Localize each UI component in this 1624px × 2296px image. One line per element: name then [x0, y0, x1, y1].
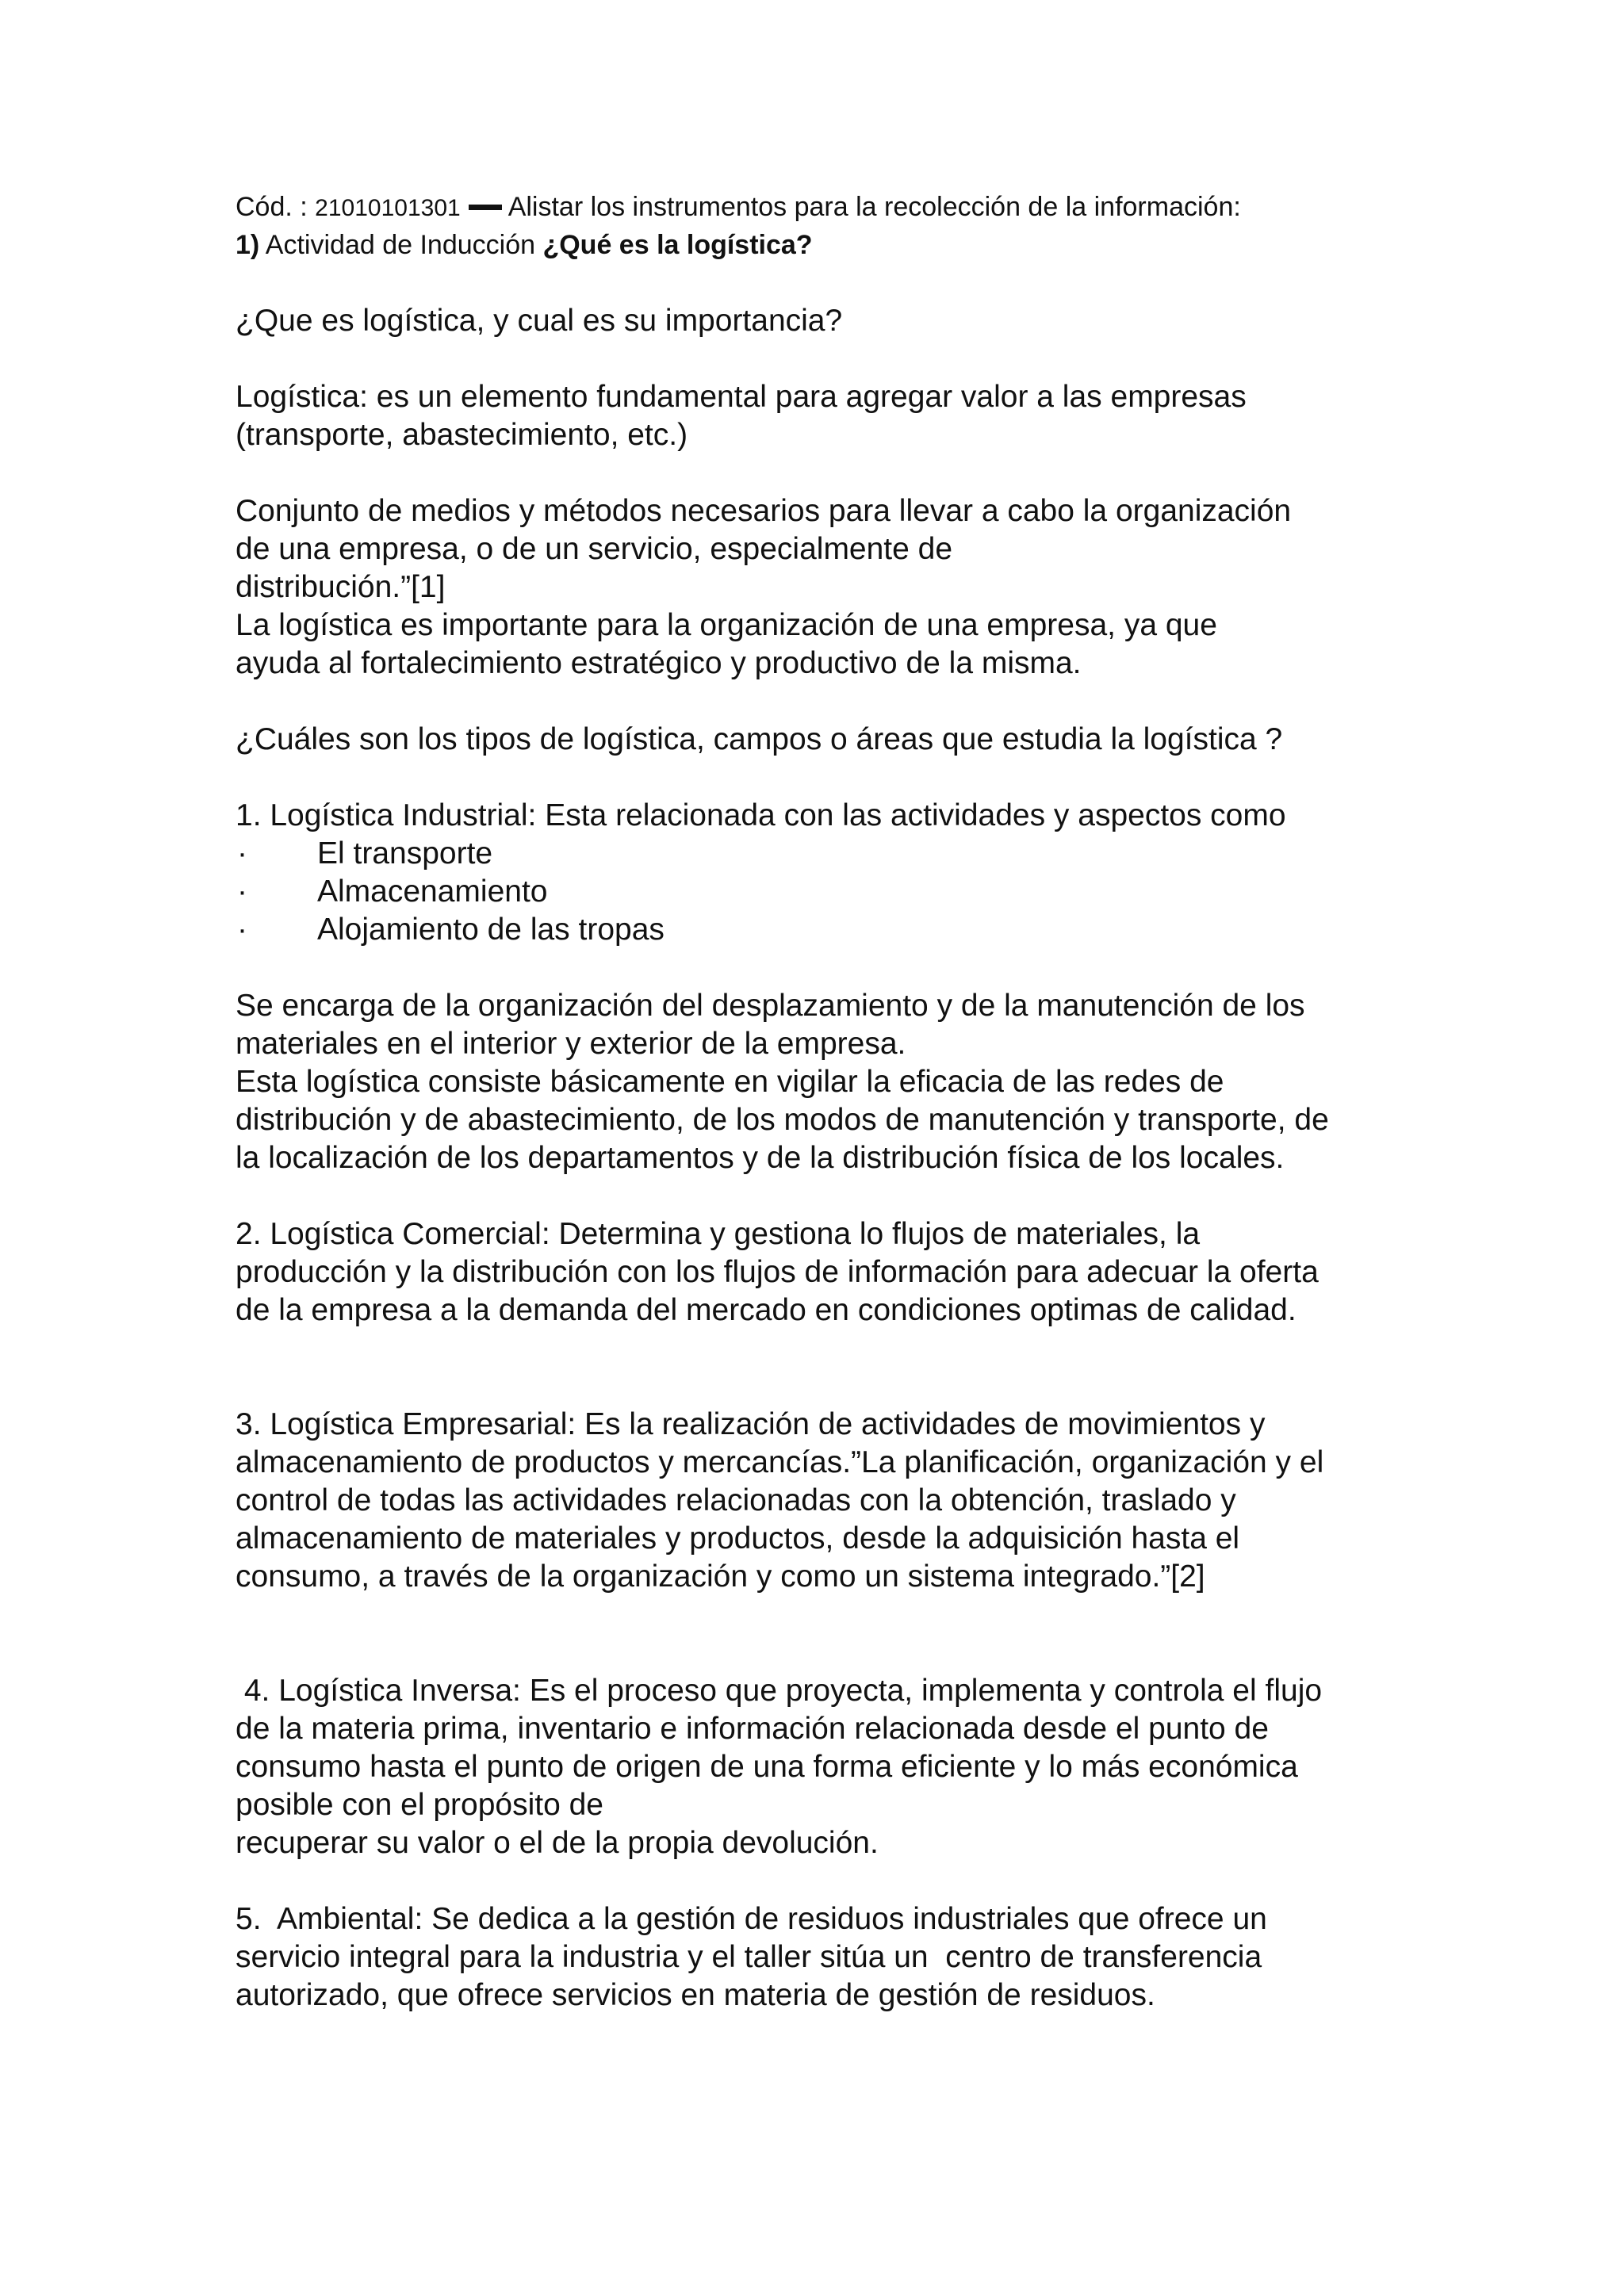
definition-2-line: de una empresa, o de un servicio, especialmente de	[236, 532, 953, 566]
dash-separator	[469, 205, 502, 210]
document-header	[236, 189, 1425, 264]
type-4-line: 4. Logística Inversa: Es el proceso que proyecta, implementa y controla el flujo	[236, 1674, 1323, 1708]
bullet-mark: ·	[237, 874, 247, 909]
type-4-line: recuperar su valor o el de la propia devolución.	[236, 1826, 879, 1860]
code-label: Cód. :	[236, 192, 316, 222]
question-1: ¿Que es logística, y cual es su importancia?	[236, 304, 843, 338]
activity-label: Actividad de Inducción	[259, 230, 543, 260]
list-item	[236, 835, 1425, 873]
definition-2-line: ayuda al fortalecimiento estratégico y productivo de la misma.	[236, 646, 1082, 680]
bullet-text: Almacenamiento	[317, 874, 548, 909]
type-2-line: producción y la distribución con los flujos de información para adecuar la oferta	[236, 1255, 1319, 1289]
bullet-mark: ·	[237, 913, 247, 947]
header-title: Alistar los instrumentos para la recolección de la información:	[508, 192, 1241, 222]
type-2-line: 2. Logística Comercial: Determina y gestiona lo flujos de materiales, la	[236, 1217, 1201, 1251]
type-3-paragraph	[236, 1406, 1425, 1596]
type-5-line: autorizado, que ofrece servicios en materia de gestión de residuos.	[236, 1978, 1155, 2012]
type-1-line: materiales en el interior y exterior de la empresa.	[236, 1027, 906, 1061]
definition-2-line: Conjunto de medios y métodos necesarios para llevar a cabo la organización	[236, 494, 1292, 528]
activity-question: ¿Qué es la logística?	[542, 230, 813, 260]
type-1-line: distribución y de abastecimiento, de los modos de manutención y transporte, de	[236, 1103, 1329, 1137]
bullet-text: Alojamiento de las tropas	[317, 913, 665, 947]
type-1-line: Se encarga de la organización del desplazamiento y de la manutención de los	[236, 989, 1305, 1023]
type-3-line: control de todas las actividades relacionadas con la obtención, traslado y	[236, 1483, 1236, 1517]
definition-1-line: (transporte, abastecimiento, etc.)	[236, 418, 688, 452]
type-3-line: 3. Logística Empresarial: Es la realización de actividades de movimientos y	[236, 1407, 1266, 1441]
type-4-line: posible con el propósito de	[236, 1788, 603, 1822]
type-5-line: servicio integral para la industria y el taller sitúa un centro de transferencia	[236, 1940, 1262, 1974]
definition-1-line: Logística: es un elemento fundamental para agregar valor a las empresas	[236, 380, 1247, 414]
header-line-1	[236, 189, 1425, 227]
question-2: ¿Cuáles son los tipos de logística, campos o áreas que estudia la logística ?	[236, 722, 1283, 756]
definition-2-line: La logística es importante para la organización de una empresa, ya que	[236, 608, 1217, 642]
type-5-paragraph	[236, 1900, 1425, 2015]
list-item	[236, 911, 1425, 949]
document-content	[236, 189, 1425, 2015]
type-4-paragraph	[236, 1672, 1425, 1862]
type-5-line: 5. Ambiental: Se dedica a la gestión de residuos industriales que ofrece un	[236, 1902, 1267, 1936]
type-3-line: almacenamiento de productos y mercancías.”La planificación, organización y el	[236, 1445, 1324, 1479]
bullet-mark: ·	[237, 836, 247, 871]
type-4-line: consumo hasta el punto de origen de una forma eficiente y lo más económica	[236, 1750, 1298, 1784]
activity-number: 1)	[236, 230, 260, 260]
type-3-line: almacenamiento de materiales y productos, desde la adquisición hasta el	[236, 1521, 1240, 1556]
type-3-line: consumo, a través de la organización y como un sistema integrado.”[2]	[236, 1559, 1205, 1594]
header-line-2	[236, 227, 1425, 264]
type-2-line: de la empresa a la demanda del mercado en condiciones optimas de calidad.	[236, 1293, 1297, 1327]
definition-2-line: distribución.”[1]	[236, 570, 446, 604]
definition-2	[236, 492, 1425, 683]
type-1-description	[236, 987, 1425, 1177]
type-1-bullet-list	[236, 835, 1425, 949]
bullet-text: El transporte	[317, 836, 493, 871]
code-number: 21010101301	[315, 195, 461, 221]
definition-1	[236, 378, 1425, 454]
list-item	[236, 873, 1425, 911]
type-2-paragraph	[236, 1215, 1425, 1330]
type-1-line: Esta logística consiste básicamente en vigilar la eficacia de las redes de	[236, 1065, 1224, 1099]
type-1-heading: 1. Logística Industrial: Esta relacionada con las actividades y aspectos como	[236, 798, 1286, 832]
type-4-line: de la materia prima, inventario e información relacionada desde el punto de	[236, 1712, 1269, 1746]
type-1-line: la localización de los departamentos y de la distribución física de los locales.	[236, 1141, 1285, 1175]
